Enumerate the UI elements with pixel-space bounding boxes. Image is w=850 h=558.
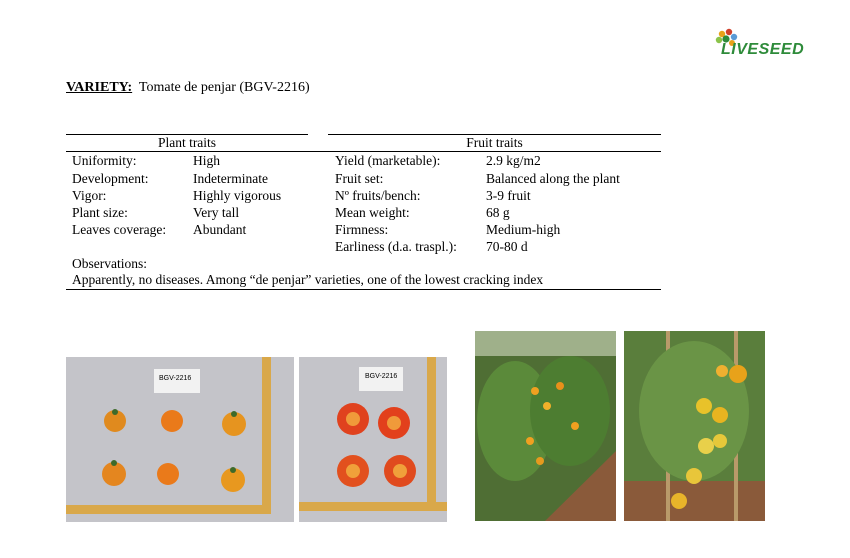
fruit-trait-value: 70-80 d — [486, 239, 528, 254]
plant-trait-key: Leaves coverage: — [72, 222, 167, 237]
cut-fruits-illustration — [299, 357, 447, 522]
plant-trait-key: Uniformity: — [72, 153, 137, 168]
observations-label: Observations: — [72, 256, 147, 271]
plant-trait-value: Abundant — [193, 222, 247, 237]
plants-row-illustration — [475, 331, 616, 521]
photo-plants-row — [475, 331, 616, 521]
table-bottom-rule — [66, 289, 661, 290]
table-header-rule — [66, 151, 661, 152]
fruit-trait-value: 68 g — [486, 205, 510, 220]
plant-trait-key: Development: — [72, 171, 149, 186]
plant-trait-value: Indeterminate — [193, 171, 268, 186]
fruit-trait-value: 2.9 kg/m2 — [486, 153, 541, 168]
photo-fruits-on-plant — [624, 331, 765, 521]
cut-photo-label: BGV-2216 — [365, 373, 398, 380]
plant-traits-header: Plant traits — [157, 135, 217, 150]
fruit-trait-key: Firmness: — [335, 222, 389, 237]
fruit-trait-value: 3-9 fruit — [486, 188, 531, 203]
variety-line — [66, 80, 310, 96]
plant-trait-value: Very tall — [193, 205, 240, 220]
fruit-trait-key: Nº fruits/bench: — [335, 188, 421, 203]
observations-text: Apparently, no diseases. Among “de penjar” varieties, one of the lowest cracking index — [72, 272, 544, 287]
plant-trait-value: High — [193, 153, 220, 168]
fruit-trait-key: Mean weight: — [335, 205, 410, 220]
photo-cut-fruits — [299, 357, 447, 522]
plant-trait-key: Vigor: — [72, 188, 107, 203]
fruit-traits-header: Fruit traits — [466, 135, 523, 150]
fruit-trait-value: Medium-high — [486, 222, 561, 237]
logo-text: LIVESEED — [721, 41, 805, 58]
photo-whole-fruits — [66, 357, 294, 522]
fruits-on-plant-illustration — [624, 331, 765, 521]
variety-label: VARIETY: — [66, 80, 133, 95]
fruit-trait-value: Balanced along the plant — [486, 171, 620, 186]
plant-trait-key: Plant size: — [72, 205, 128, 220]
fruit-trait-key: Earliness (d.a. traspl.): — [335, 239, 457, 254]
fruit-trait-key: Fruit set: — [335, 171, 384, 186]
liveseed-logo — [714, 28, 814, 70]
whole-photo-label: BGV-2216 — [159, 375, 192, 382]
fruit-trait-key: Yield (marketable): — [335, 153, 441, 168]
variety-name: Tomate de penjar (BGV-2216) — [138, 80, 310, 95]
plant-trait-value: Highly vigorous — [193, 188, 282, 203]
